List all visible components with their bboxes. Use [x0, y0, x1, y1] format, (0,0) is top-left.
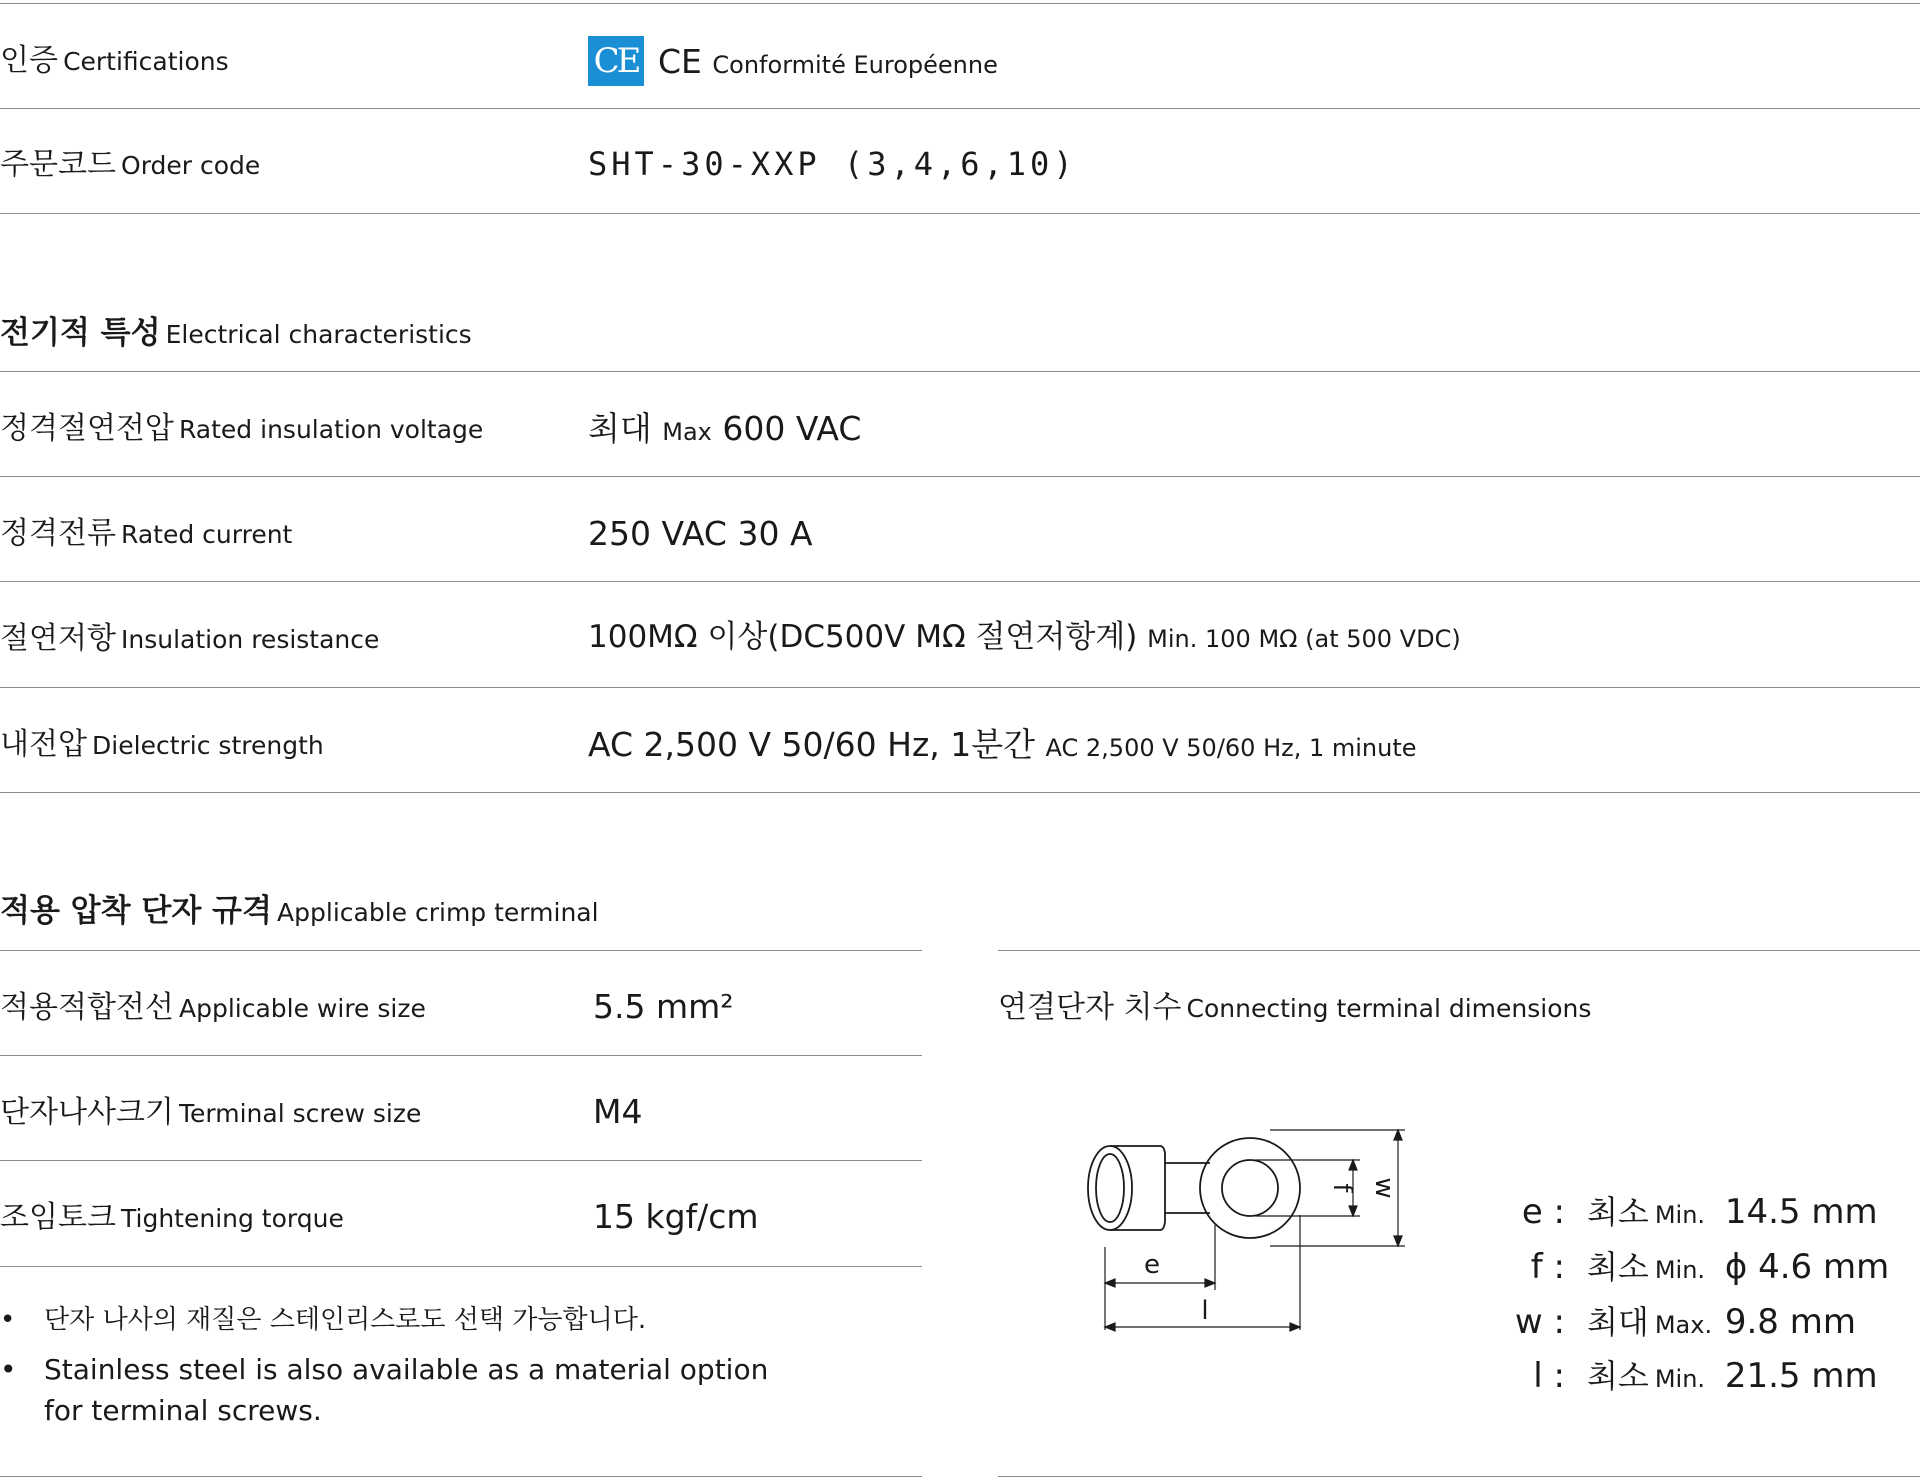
divider — [0, 1266, 922, 1267]
dimension-row-w: w : 최대 Max. 9.8 mm — [1514, 1302, 1856, 1342]
dimension-row-f: f : 최소 Min. ϕ 4.6 mm — [1530, 1247, 1890, 1287]
dielectric-strength-value: AC 2,500 V 50/60 Hz, 1분간 AC 2,500 V 50/60 Hz, 1 minute — [588, 725, 1417, 764]
rated-current-label: 정격전류 Rated current — [0, 516, 293, 551]
tightening-torque-label: 조임토크 Tightening torque — [0, 1200, 344, 1235]
divider — [0, 581, 1920, 582]
dimensions-title: 연결단자 치수 Connecting terminal dimensions — [998, 990, 1592, 1025]
wire-size-value: 5.5 mm² — [593, 987, 734, 1026]
dimension-row-l: l : 최소 Min. 21.5 mm — [1533, 1356, 1878, 1396]
divider — [0, 1476, 922, 1477]
divider — [0, 687, 1920, 688]
dielectric-strength-label: 내전압 Dielectric strength — [0, 727, 324, 762]
divider — [0, 476, 1920, 477]
order-code-label: 주문코드 Order code — [0, 147, 261, 182]
label-en: Certifications — [63, 47, 229, 76]
electrical-section-title: 전기적 특성 Electrical characteristics — [0, 315, 472, 351]
divider — [0, 950, 922, 951]
divider — [0, 371, 1920, 372]
divider — [998, 1476, 1920, 1477]
divider — [0, 1055, 922, 1056]
barrel-end — [1088, 1146, 1132, 1230]
terminal-screw-size-value: M4 — [593, 1092, 643, 1131]
insulation-resistance-label: 절연저항 Insulation resistance — [0, 621, 380, 656]
wire-size-label: 적용적합전선 Applicable wire size — [0, 990, 426, 1025]
divider — [0, 3, 1920, 4]
certifications-value: CE Conformité Européenne — [658, 42, 998, 81]
rated-insulation-voltage-label: 정격절연전압 Rated insulation voltage — [0, 411, 484, 446]
dim-label-l: l — [1201, 1296, 1209, 1326]
label-ko: 인증 — [0, 43, 58, 78]
ring-inner — [1222, 1160, 1278, 1216]
order-code-value: SHT-30-XXP (3,4,6,10) — [588, 145, 1077, 183]
tightening-torque-value: 15 kgf/cm — [593, 1197, 759, 1236]
dim-label-f: f — [1327, 1183, 1357, 1193]
ring-terminal-diagram — [1080, 1115, 1420, 1340]
divider — [0, 792, 1920, 793]
ring-outer — [1200, 1138, 1300, 1238]
divider — [0, 1160, 922, 1161]
crimp-section-title: 적용 압착 단자 규격 Applicable crimp terminal — [0, 893, 599, 929]
rated-current-value: 250 VAC 30 A — [588, 514, 813, 553]
dim-label-w: w — [1369, 1177, 1399, 1199]
ce-mark-icon: CE — [588, 36, 644, 86]
note-english: • Stainless steel is also available as a material option for terminal screws. — [0, 1353, 769, 1427]
certifications-label — [0, 43, 229, 78]
note-korean: • 단자 나사의 재질은 스테인리스로도 선택 가능합니다. — [0, 1305, 647, 1335]
divider — [0, 213, 1920, 214]
dimension-row-e: e : 최소 Min. 14.5 mm — [1521, 1192, 1878, 1232]
rated-insulation-voltage-value: 최대 Max 600 VAC — [588, 409, 862, 448]
terminal-screw-size-label: 단자나사크기 Terminal screw size — [0, 1095, 422, 1130]
barrel-inner — [1096, 1154, 1124, 1222]
barrel-body — [1110, 1146, 1165, 1230]
dim-label-e: e — [1144, 1250, 1160, 1280]
divider — [998, 950, 1920, 951]
insulation-resistance-value: 100MΩ 이상(DC500V MΩ 절연저항계) Min. 100 MΩ (at 500 VDC) — [588, 619, 1461, 655]
divider — [0, 108, 1920, 109]
